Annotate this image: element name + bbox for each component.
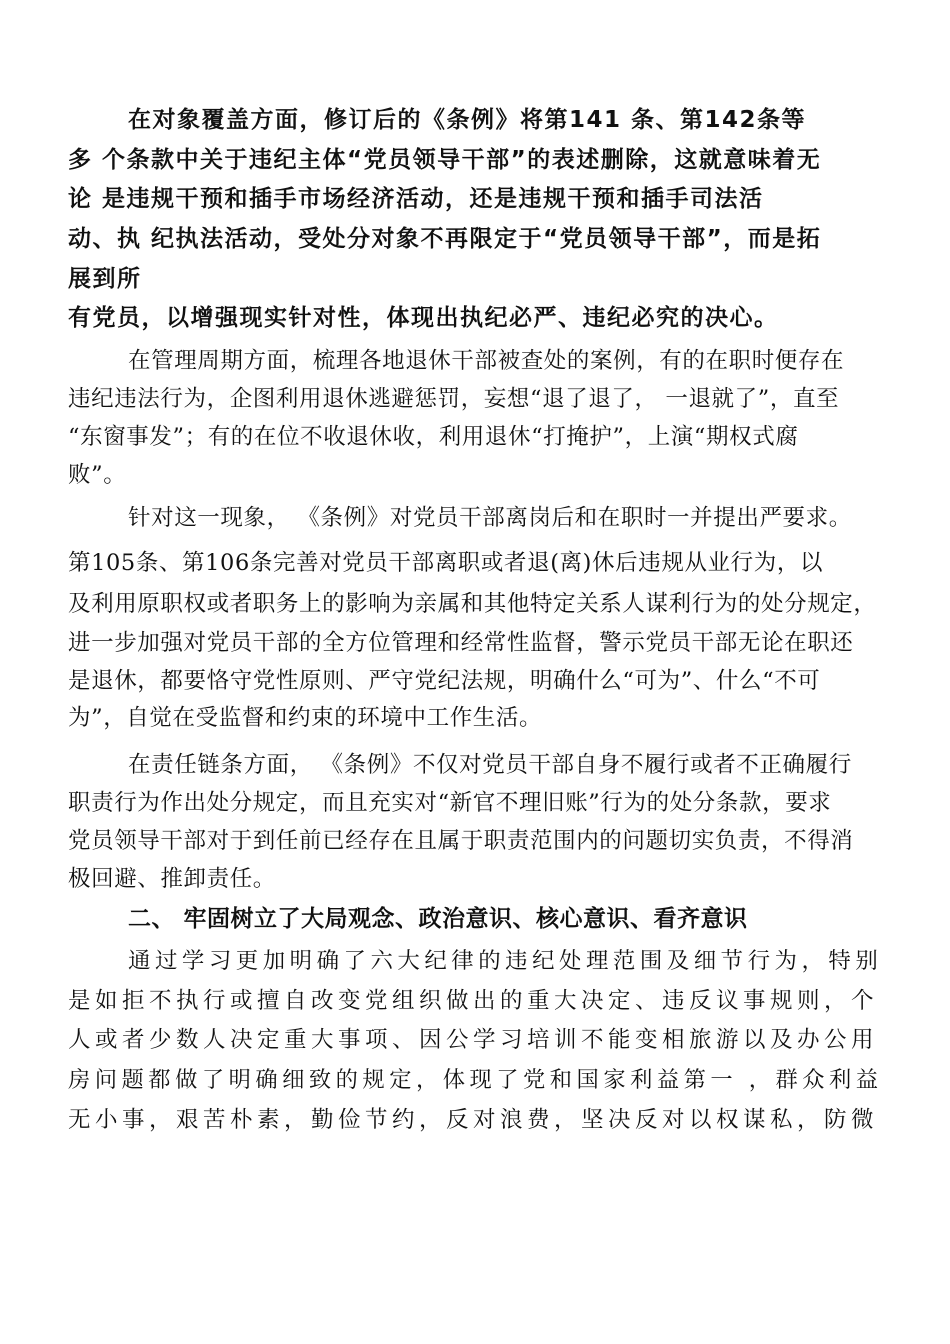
text-line: 是如拒不执行或擅自改变党组织做出的重大决定、违反议事规则，个 bbox=[68, 988, 879, 1014]
text-line: 职责行为作出处分规定，而且充实对“新官不理旧账”行为的处分条款，要求 bbox=[68, 790, 832, 816]
text-line: 通过学习更加明确了六大纪律的违纪处理范围及细节行为，特别 bbox=[128, 948, 883, 974]
text-line: 在对象覆盖方面，修订后的《条例》将第141 条、第142条等 bbox=[128, 107, 807, 133]
text-line: 无小事，艰苦朴素，勤俭节约，反对浪费，坚决反对以权谋私，防微 bbox=[68, 1107, 879, 1133]
text-line: 及利用原职权或者职务上的影响为亲属和其他特定关系人谋利行为的处分规定， bbox=[68, 591, 877, 617]
text-line: 房问题都做了明确细致的规定，体现了党和国家利益第一 ，群众利益 bbox=[68, 1067, 883, 1093]
text-line: 极回避、推卸责任。 bbox=[68, 866, 276, 892]
text-line: 动、执 纪执法活动，受处分对象不再限定于“党员领导干部”，而是拓 bbox=[68, 226, 822, 252]
text-line: 在责任链条方面， 《条例》不仅对党员干部自身不履行或者不正确履行 bbox=[128, 752, 852, 778]
text-line: 论 是违规干预和插手市场经济活动，还是违规干预和插手司法活 bbox=[68, 186, 764, 212]
section-heading: 二、 牢固树立了大局观念、政治意识、核心意识、看齐意识 bbox=[128, 906, 748, 932]
text-line: 违纪违法行为，企图利用退休逃避惩罚，妄想“退了退了， 一退就了”，直至 bbox=[68, 386, 840, 412]
text-line: 是退休，都要恪守党性原则、严守党纪法规，明确什么“可为”、什么“不可 bbox=[68, 668, 821, 694]
text-line: 败”。 bbox=[68, 462, 127, 488]
text-line: 为”，自觉在受监督和约束的环境中工作生活。 bbox=[68, 705, 543, 731]
text-line: 展到所 bbox=[68, 266, 142, 292]
text-line: 针对这一现象， 《条例》对党员干部离岗后和在职时一并提出严要求。 bbox=[128, 505, 852, 531]
text-line: “东窗事发”；有的在位不收退休收，利用退休“打掩护”，上演“期权式腐 bbox=[68, 424, 799, 450]
text-line: 多 个条款中关于违纪主体“党员领导干部”的表述删除，这就意味着无 bbox=[68, 147, 822, 173]
text-line: 党员领导干部对于到任前已经存在且属于职责范围内的问题切实负责，不得消 bbox=[68, 828, 854, 854]
text-line: 在管理周期方面，梳理各地退休干部被查处的案例，有的在职时便存在 bbox=[128, 348, 845, 374]
text-line: 人或者少数人决定重大事项、因公学习培训不能变相旅游以及办公用 bbox=[68, 1027, 879, 1053]
text-line: 有党员，以增强现实针对性，体现出执纪必严、违纪必究的决心。 bbox=[68, 305, 779, 331]
text-line: 第105条、第106条完善对党员干部离职或者退(离)休后违规从业行为，以 bbox=[68, 550, 824, 576]
text-line: 进一步加强对党员干部的全方位管理和经常性监督，警示党员干部无论在职还 bbox=[68, 630, 854, 656]
